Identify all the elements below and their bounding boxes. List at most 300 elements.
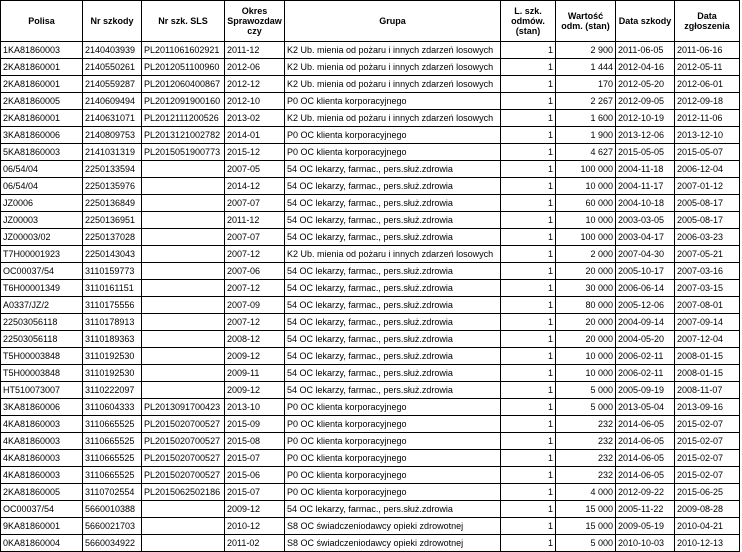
cell-data-szkody: 2011-06-05 [616,42,675,59]
cell-polisa: 3KA81860006 [1,127,83,144]
cell-data-zgloszenia: 2015-02-07 [675,416,740,433]
cell-nr-szk-sls [142,365,225,382]
column-header-okres: Okres Sprawozdaw czy [225,1,285,42]
table-row [1,161,740,178]
cell-liczba-szkod: 1 [501,416,556,433]
cell-wartosc: 10 000 [556,178,616,195]
cell-data-szkody: 2004-11-17 [616,178,675,195]
cell-nr-szk-sls [142,246,225,263]
cell-nr-szkody: 2250136849 [83,195,142,212]
cell-data-zgloszenia: 2006-12-04 [675,161,740,178]
cell-nr-szkody: 3110178913 [83,314,142,331]
cell-wartosc: 100 000 [556,229,616,246]
cell-liczba-szkod: 1 [501,399,556,416]
cell-data-zgloszenia: 2008-11-07 [675,382,740,399]
cell-okres: 2007-07 [225,229,285,246]
table-row [1,144,740,161]
cell-nr-szkody: 3110665525 [83,433,142,450]
cell-nr-szk-sls [142,501,225,518]
table-row [1,246,740,263]
cell-liczba-szkod: 1 [501,484,556,501]
cell-polisa: 1KA81860003 [1,42,83,59]
cell-nr-szkody: 3110175556 [83,297,142,314]
cell-okres: 2008-12 [225,331,285,348]
table-row [1,76,740,93]
cell-wartosc: 15 000 [556,518,616,535]
cell-grupa: 54 OC lekarzy, farmac., pers.służ.zdrowia [285,212,501,229]
cell-liczba-szkod: 1 [501,501,556,518]
cell-polisa: 4KA81860003 [1,450,83,467]
cell-data-zgloszenia: 2006-03-23 [675,229,740,246]
cell-wartosc: 80 000 [556,297,616,314]
table-row [1,263,740,280]
cell-polisa: 3KA81860006 [1,399,83,416]
cell-nr-szk-sls: PL2012051100960 [142,59,225,76]
cell-data-szkody: 2007-04-30 [616,246,675,263]
cell-nr-szkody: 3110702554 [83,484,142,501]
cell-liczba-szkod: 1 [501,450,556,467]
cell-data-zgloszenia: 2015-05-07 [675,144,740,161]
cell-nr-szkody: 3110159773 [83,263,142,280]
table-row [1,382,740,399]
cell-grupa: 54 OC lekarzy, farmac., pers.służ.zdrowia [285,161,501,178]
cell-nr-szkody: 2250136951 [83,212,142,229]
column-header-data-zgloszenia: Data zgłoszenia [675,1,740,42]
cell-polisa: JZ00003 [1,212,83,229]
cell-wartosc: 232 [556,467,616,484]
cell-liczba-szkod: 1 [501,382,556,399]
cell-nr-szk-sls [142,195,225,212]
cell-grupa: 54 OC lekarzy, farmac., pers.służ.zdrowia [285,195,501,212]
cell-nr-szk-sls [142,280,225,297]
cell-polisa: 22503056118 [1,331,83,348]
cell-okres: 2015-07 [225,450,285,467]
cell-liczba-szkod: 1 [501,297,556,314]
cell-wartosc: 30 000 [556,280,616,297]
cell-wartosc: 100 000 [556,161,616,178]
cell-polisa: 4KA81860003 [1,433,83,450]
cell-okres: 2012-10 [225,93,285,110]
cell-okres: 2007-12 [225,314,285,331]
cell-okres: 2010-12 [225,518,285,535]
cell-nr-szkody: 3110222097 [83,382,142,399]
table-row [1,93,740,110]
cell-liczba-szkod: 1 [501,127,556,144]
cell-polisa: 0KA81860004 [1,535,83,552]
cell-nr-szk-sls [142,161,225,178]
cell-okres: 2012-06 [225,59,285,76]
cell-grupa: 54 OC lekarzy, farmac., pers.służ.zdrowia [285,314,501,331]
cell-wartosc: 10 000 [556,212,616,229]
table-row [1,518,740,535]
cell-liczba-szkod: 1 [501,263,556,280]
cell-grupa: K2 Ub. mienia od pożaru i innych zdarzeń losowych [285,59,501,76]
cell-okres: 2015-08 [225,433,285,450]
cell-liczba-szkod: 1 [501,76,556,93]
table-row [1,399,740,416]
cell-nr-szk-sls [142,518,225,535]
cell-data-zgloszenia: 2012-11-06 [675,110,740,127]
cell-data-szkody: 2003-03-05 [616,212,675,229]
cell-data-szkody: 2004-10-18 [616,195,675,212]
cell-liczba-szkod: 1 [501,467,556,484]
cell-okres: 2015-09 [225,416,285,433]
cell-nr-szk-sls: PL2013121002782 [142,127,225,144]
cell-polisa: JZ00003/02 [1,229,83,246]
cell-nr-szkody: 5660034922 [83,535,142,552]
cell-data-zgloszenia: 2008-01-15 [675,365,740,382]
cell-polisa: 22503056118 [1,314,83,331]
cell-nr-szkody: 3110192530 [83,365,142,382]
cell-grupa: 54 OC lekarzy, farmac., pers.służ.zdrowia [285,280,501,297]
table-row [1,348,740,365]
cell-data-szkody: 2003-04-17 [616,229,675,246]
cell-liczba-szkod: 1 [501,93,556,110]
cell-okres: 2013-10 [225,399,285,416]
cell-okres: 2014-01 [225,127,285,144]
cell-nr-szk-sls: PL2015051900773 [142,144,225,161]
table-row [1,535,740,552]
cell-liczba-szkod: 1 [501,161,556,178]
cell-data-zgloszenia: 2012-09-18 [675,93,740,110]
cell-grupa: P0 OC klienta korporacyjnego [285,93,501,110]
cell-data-szkody: 2005-11-22 [616,501,675,518]
cell-polisa: 9KA81860001 [1,518,83,535]
cell-nr-szk-sls: PL2012111200526 [142,110,225,127]
cell-liczba-szkod: 1 [501,59,556,76]
cell-wartosc: 2 000 [556,246,616,263]
cell-liczba-szkod: 1 [501,433,556,450]
cell-okres: 2007-12 [225,280,285,297]
cell-nr-szkody: 3110161151 [83,280,142,297]
cell-okres: 2015-12 [225,144,285,161]
cell-okres: 2015-06 [225,467,285,484]
cell-data-zgloszenia: 2005-08-17 [675,212,740,229]
cell-wartosc: 232 [556,416,616,433]
cell-nr-szk-sls: PL2015020700527 [142,416,225,433]
cell-liczba-szkod: 1 [501,212,556,229]
cell-grupa: P0 OC klienta korporacyjnego [285,399,501,416]
table-row [1,195,740,212]
table-row [1,484,740,501]
cell-polisa: 2KA81860001 [1,76,83,93]
cell-okres: 2007-07 [225,195,285,212]
cell-data-zgloszenia: 2009-08-28 [675,501,740,518]
cell-data-szkody: 2012-04-16 [616,59,675,76]
column-header-data-szkody: Data szkody [616,1,675,42]
cell-data-szkody: 2014-06-05 [616,433,675,450]
cell-grupa: K2 Ub. mienia od pożaru i innych zdarzeń losowych [285,110,501,127]
cell-nr-szk-sls: PL2015020700527 [142,450,225,467]
cell-data-szkody: 2005-10-17 [616,263,675,280]
cell-grupa: 54 OC lekarzy, farmac., pers.służ.zdrowia [285,229,501,246]
cell-nr-szkody: 2250133594 [83,161,142,178]
cell-grupa: P0 OC klienta korporacyjnego [285,450,501,467]
cell-nr-szk-sls [142,535,225,552]
cell-data-zgloszenia: 2013-12-10 [675,127,740,144]
cell-nr-szkody: 3110665525 [83,416,142,433]
table-header-row [1,1,740,42]
cell-nr-szk-sls: PL2015062502186 [142,484,225,501]
cell-wartosc: 15 000 [556,501,616,518]
cell-grupa: P0 OC klienta korporacyjnego [285,144,501,161]
cell-liczba-szkod: 1 [501,246,556,263]
cell-grupa: S8 OC świadczeniodawcy opieki zdrowotnej [285,535,501,552]
cell-data-zgloszenia: 2007-03-15 [675,280,740,297]
cell-grupa: P0 OC klienta korporacyjnego [285,484,501,501]
table-row [1,450,740,467]
cell-nr-szkody: 2140609494 [83,93,142,110]
cell-grupa: 54 OC lekarzy, farmac., pers.służ.zdrowia [285,178,501,195]
cell-liczba-szkod: 1 [501,229,556,246]
column-header-nr-szk-sls: Nr szk. SLS [142,1,225,42]
cell-data-szkody: 2012-05-20 [616,76,675,93]
table-row [1,331,740,348]
cell-data-szkody: 2012-09-22 [616,484,675,501]
cell-polisa: 4KA81860003 [1,467,83,484]
cell-grupa: 54 OC lekarzy, farmac., pers.służ.zdrowia [285,348,501,365]
table-row [1,467,740,484]
cell-grupa: 54 OC lekarzy, farmac., pers.służ.zdrowia [285,297,501,314]
cell-liczba-szkod: 1 [501,178,556,195]
cell-nr-szkody: 3110665525 [83,467,142,484]
cell-grupa: K2 Ub. mienia od pożaru i innych zdarzeń losowych [285,42,501,59]
cell-grupa: 54 OC lekarzy, farmac., pers.służ.zdrowia [285,365,501,382]
cell-data-zgloszenia: 2007-12-04 [675,331,740,348]
cell-data-szkody: 2014-06-05 [616,450,675,467]
cell-data-zgloszenia: 2012-05-11 [675,59,740,76]
table-body [1,42,740,552]
cell-data-zgloszenia: 2012-06-01 [675,76,740,93]
cell-nr-szk-sls [142,178,225,195]
cell-wartosc: 1 900 [556,127,616,144]
cell-data-zgloszenia: 2007-01-12 [675,178,740,195]
cell-okres: 2015-07 [225,484,285,501]
table-row [1,365,740,382]
cell-wartosc: 232 [556,450,616,467]
cell-nr-szk-sls [142,263,225,280]
cell-nr-szk-sls [142,331,225,348]
table-row [1,127,740,144]
cell-nr-szkody: 2140403939 [83,42,142,59]
column-header-polisa: Polisa [1,1,83,42]
table-row [1,178,740,195]
cell-polisa: 2KA81860001 [1,59,83,76]
column-header-liczba-szkod: L. szk. odmów. (stan) [501,1,556,42]
column-header-wartosc: Wartość odm. (stan) [556,1,616,42]
cell-data-szkody: 2005-12-06 [616,297,675,314]
cell-wartosc: 5 000 [556,382,616,399]
cell-grupa: P0 OC klienta korporacyjnego [285,433,501,450]
cell-okres: 2013-02 [225,110,285,127]
cell-polisa: 06/54/04 [1,161,83,178]
cell-nr-szkody: 3110665525 [83,450,142,467]
cell-grupa: K2 Ub. mienia od pożaru i innych zdarzeń losowych [285,246,501,263]
cell-nr-szkody: 5660010388 [83,501,142,518]
table-row [1,229,740,246]
cell-okres: 2009-12 [225,348,285,365]
cell-wartosc: 10 000 [556,348,616,365]
cell-data-szkody: 2010-10-03 [616,535,675,552]
table-row [1,416,740,433]
cell-data-szkody: 2014-06-05 [616,467,675,484]
cell-nr-szk-sls [142,297,225,314]
cell-grupa: P0 OC klienta korporacyjnego [285,467,501,484]
cell-liczba-szkod: 1 [501,365,556,382]
cell-data-zgloszenia: 2013-09-16 [675,399,740,416]
cell-grupa: 54 OC lekarzy, farmac., pers.służ.zdrowia [285,331,501,348]
table-row [1,314,740,331]
table-row [1,59,740,76]
cell-data-szkody: 2004-05-20 [616,331,675,348]
cell-okres: 2009-12 [225,501,285,518]
cell-wartosc: 5 000 [556,399,616,416]
cell-nr-szk-sls: PL2015020700527 [142,433,225,450]
cell-grupa: K2 Ub. mienia od pożaru i innych zdarzeń losowych [285,76,501,93]
cell-grupa: P0 OC klienta korporacyjnego [285,127,501,144]
cell-nr-szk-sls: PL2011061602921 [142,42,225,59]
cell-grupa: 54 OC lekarzy, farmac., pers.służ.zdrowia [285,382,501,399]
cell-nr-szkody: 3110192530 [83,348,142,365]
cell-polisa: OC00037/54 [1,501,83,518]
cell-wartosc: 2 267 [556,93,616,110]
cell-data-szkody: 2009-05-19 [616,518,675,535]
cell-wartosc: 20 000 [556,331,616,348]
cell-polisa: T6H00001349 [1,280,83,297]
cell-data-zgloszenia: 2007-08-01 [675,297,740,314]
cell-polisa: 5KA81860003 [1,144,83,161]
cell-wartosc: 10 000 [556,365,616,382]
cell-okres: 2011-12 [225,212,285,229]
cell-grupa: P0 OC klienta korporacyjnego [285,416,501,433]
column-header-grupa: Grupa [285,1,501,42]
cell-polisa: 06/54/04 [1,178,83,195]
cell-data-szkody: 2006-02-11 [616,365,675,382]
cell-okres: 2011-02 [225,535,285,552]
table-row [1,280,740,297]
cell-nr-szk-sls: PL2012091900160 [142,93,225,110]
cell-data-szkody: 2014-06-05 [616,416,675,433]
cell-nr-szkody: 2141031319 [83,144,142,161]
cell-nr-szk-sls [142,382,225,399]
cell-liczba-szkod: 1 [501,195,556,212]
cell-okres: 2009-11 [225,365,285,382]
cell-grupa: 54 OC lekarzy, farmac., pers.służ.zdrowia [285,263,501,280]
cell-wartosc: 1 600 [556,110,616,127]
cell-polisa: 2KA81860005 [1,93,83,110]
cell-data-zgloszenia: 2007-03-16 [675,263,740,280]
cell-data-szkody: 2005-09-19 [616,382,675,399]
cell-nr-szk-sls [142,348,225,365]
cell-liczba-szkod: 1 [501,42,556,59]
cell-data-szkody: 2015-05-05 [616,144,675,161]
cell-liczba-szkod: 1 [501,518,556,535]
cell-wartosc: 232 [556,433,616,450]
cell-data-szkody: 2013-05-04 [616,399,675,416]
cell-polisa: T7H00001923 [1,246,83,263]
cell-liczba-szkod: 1 [501,535,556,552]
cell-polisa: OC00037/54 [1,263,83,280]
cell-okres: 2007-12 [225,246,285,263]
cell-data-zgloszenia: 2015-02-07 [675,467,740,484]
cell-liczba-szkod: 1 [501,348,556,365]
cell-data-zgloszenia: 2015-02-07 [675,433,740,450]
cell-liczba-szkod: 1 [501,280,556,297]
cell-data-zgloszenia: 2010-04-21 [675,518,740,535]
cell-nr-szkody: 2250135976 [83,178,142,195]
cell-data-szkody: 2006-06-14 [616,280,675,297]
cell-okres: 2007-09 [225,297,285,314]
cell-wartosc: 170 [556,76,616,93]
cell-nr-szkody: 3110189363 [83,331,142,348]
cell-polisa: 2KA81860005 [1,484,83,501]
cell-data-zgloszenia: 2007-09-14 [675,314,740,331]
cell-data-zgloszenia: 2011-06-16 [675,42,740,59]
cell-wartosc: 4 627 [556,144,616,161]
table-row [1,110,740,127]
cell-okres: 2011-12 [225,42,285,59]
cell-liczba-szkod: 1 [501,110,556,127]
cell-polisa: HT510073007 [1,382,83,399]
cell-data-zgloszenia: 2010-12-13 [675,535,740,552]
cell-nr-szk-sls [142,314,225,331]
cell-polisa: JZ0006 [1,195,83,212]
cell-nr-szkody: 5660021703 [83,518,142,535]
table-row [1,297,740,314]
cell-data-szkody: 2012-09-05 [616,93,675,110]
cell-data-zgloszenia: 2015-06-25 [675,484,740,501]
cell-nr-szk-sls: PL2015020700527 [142,467,225,484]
cell-data-szkody: 2006-02-11 [616,348,675,365]
cell-nr-szkody: 2140559287 [83,76,142,93]
cell-liczba-szkod: 1 [501,314,556,331]
cell-polisa: A0337/JZ/2 [1,297,83,314]
cell-wartosc: 1 444 [556,59,616,76]
cell-wartosc: 20 000 [556,314,616,331]
cell-polisa: 2KA81860001 [1,110,83,127]
cell-nr-szk-sls [142,229,225,246]
cell-wartosc: 5 000 [556,535,616,552]
cell-nr-szkody: 3110604333 [83,399,142,416]
cell-wartosc: 2 900 [556,42,616,59]
cell-data-zgloszenia: 2008-01-15 [675,348,740,365]
cell-okres: 2007-05 [225,161,285,178]
cell-nr-szkody: 2250143043 [83,246,142,263]
cell-grupa: S8 OC świadczeniodawcy opieki zdrowotnej [285,518,501,535]
cell-liczba-szkod: 1 [501,144,556,161]
cell-data-zgloszenia: 2005-08-17 [675,195,740,212]
cell-nr-szk-sls: PL2013091700423 [142,399,225,416]
table-row [1,212,740,229]
cell-data-szkody: 2013-12-06 [616,127,675,144]
cell-wartosc: 60 000 [556,195,616,212]
cell-nr-szk-sls: PL2012060400867 [142,76,225,93]
cell-okres: 2012-12 [225,76,285,93]
column-header-nr-szkody: Nr szkody [83,1,142,42]
cell-okres: 2014-12 [225,178,285,195]
cell-okres: 2007-06 [225,263,285,280]
cell-data-szkody: 2012-10-19 [616,110,675,127]
cell-nr-szk-sls [142,212,225,229]
cell-data-zgloszenia: 2015-02-07 [675,450,740,467]
table-row [1,501,740,518]
cell-okres: 2009-12 [225,382,285,399]
cell-polisa: 4KA81860003 [1,416,83,433]
cell-nr-szkody: 2140809753 [83,127,142,144]
cell-wartosc: 4 000 [556,484,616,501]
cell-liczba-szkod: 1 [501,331,556,348]
cell-grupa: 54 OC lekarzy, farmac., pers.służ.zdrowia [285,501,501,518]
